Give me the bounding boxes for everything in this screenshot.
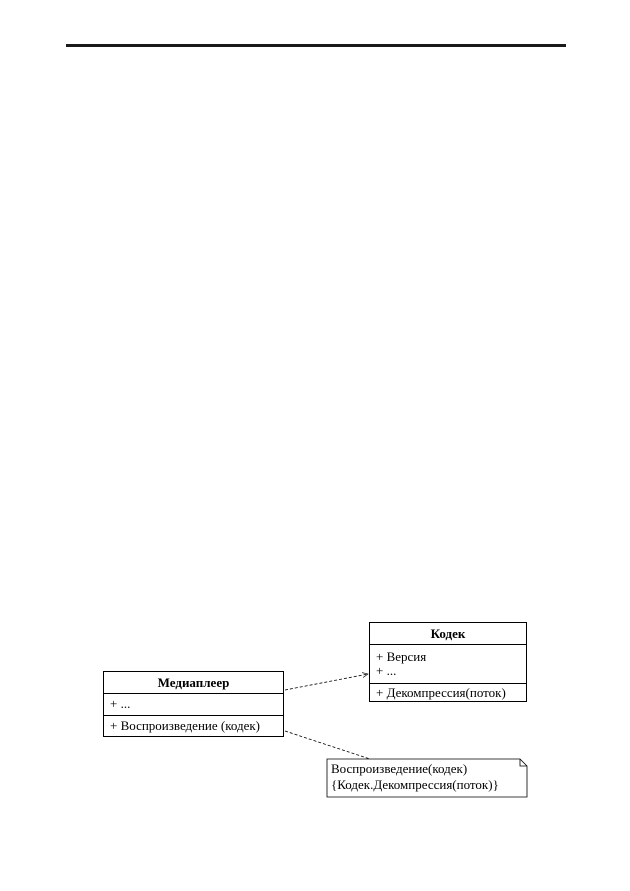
class-codec-attributes (370, 645, 526, 683)
header-rule (66, 44, 566, 47)
class-media-player (103, 671, 284, 737)
note-anchor-line (285, 731, 370, 759)
uml-note (327, 759, 527, 797)
class-media-player-attributes (104, 694, 283, 715)
class-media-player-name: Медиаплеер (104, 672, 283, 694)
class-media-player-attribute: + ... (110, 696, 131, 711)
class-codec-attribute: + Версия (376, 649, 427, 664)
class-media-player-operation: + Воспроизведение (кодек) (110, 718, 261, 733)
class-codec-operation: + Декомпрессия(поток) (376, 685, 506, 700)
note-line: {Кодек.Декомпрессия(поток)} (331, 777, 499, 792)
note-line: Воспроизведение(кодек) (331, 761, 468, 776)
class-codec-operations (370, 683, 526, 702)
class-codec-attribute: + ... (376, 663, 397, 678)
dependency-arrow (285, 674, 368, 690)
class-media-player-operations (104, 715, 283, 736)
class-codec-name: Кодек (370, 623, 526, 645)
class-codec (369, 622, 527, 702)
